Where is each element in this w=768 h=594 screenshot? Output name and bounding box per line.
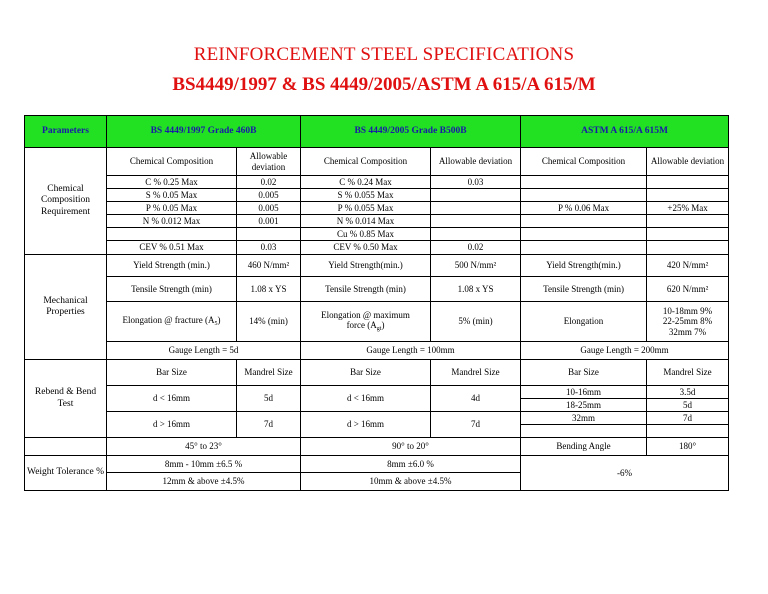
dev-subheader-1997: Allowable deviation — [237, 148, 301, 176]
cev-dev-2005: 0.02 — [431, 241, 521, 255]
chem-item-astm — [521, 215, 647, 228]
bend-angle-label-astm: Bending Angle — [521, 438, 647, 456]
chem-item-astm: P % 0.06 Max — [521, 202, 647, 215]
chem-row — [25, 189, 729, 202]
mandrel-astm: 7d — [647, 412, 729, 425]
bar-size-astm: 10-16mm — [521, 386, 647, 399]
weight-1997-b: 12mm & above ±4.5% — [107, 473, 301, 491]
elongation-subscript: gt — [376, 326, 382, 333]
tensile-value-2005: 1.08 x YS — [431, 277, 521, 302]
weight-1997-a: 8mm - 10mm ±6.5 % — [107, 456, 301, 473]
chem-dev-2005 — [431, 215, 521, 228]
tensile-label-1997: Tensile Strength (min) — [107, 277, 237, 302]
bar-size-header-2005: Bar Size — [301, 360, 431, 386]
chemical-subheader-row — [25, 148, 729, 176]
cev-row — [25, 241, 729, 255]
chem-item-astm — [521, 189, 647, 202]
chem-dev-1997 — [237, 228, 301, 241]
bar-size-header-astm: Bar Size — [521, 360, 647, 386]
elongation-astm-line: 10-18mm 9% — [662, 305, 713, 316]
tensile-value-1997: 1.08 x YS — [237, 277, 301, 302]
yield-value-1997: 460 N/mm² — [237, 255, 301, 277]
weight-2005-b: 10mm & above ±4.5% — [301, 473, 521, 491]
tensile-row — [25, 277, 729, 302]
chem-item-2005: Cu % 0.85 Max — [301, 228, 431, 241]
header-bs1997: BS 4449/1997 Grade 460B — [107, 116, 301, 148]
dev-subheader-astm: Allowable deviation — [647, 148, 729, 176]
weight-2005-a: 8mm ±6.0 % — [301, 456, 521, 473]
chem-item-1997: P % 0.05 Max — [107, 202, 237, 215]
header-bs2005: BS 4449/2005 Grade B500B — [301, 116, 521, 148]
elongation-row — [25, 302, 729, 342]
bar-size-1997: d < 16mm — [107, 386, 237, 412]
cev-dev-1997: 0.03 — [237, 241, 301, 255]
chem-dev-astm — [647, 215, 729, 228]
mandrel-2005: 7d — [431, 412, 521, 438]
chem-dev-2005: 0.03 — [431, 176, 521, 189]
yield-label-astm: Yield Strength(min.) — [521, 255, 647, 277]
elongation-value-2005: 5% (min) — [431, 302, 521, 342]
cev-1997: CEV % 0.51 Max — [107, 241, 237, 255]
yield-value-astm: 420 N/mm² — [647, 255, 729, 277]
bar-size-header-1997: Bar Size — [107, 360, 237, 386]
chem-subheader-astm: Chemical Composition — [521, 148, 647, 176]
tensile-label-2005: Tensile Strength (min) — [301, 277, 431, 302]
elongation-value-1997: 14% (min) — [237, 302, 301, 342]
mechanical-section-label: Mechanical Properties — [25, 255, 107, 360]
elongation-label-text: Elongation @ fracture (A — [122, 315, 215, 326]
bar-size-astm-empty — [521, 425, 647, 438]
mandrel-1997: 5d — [237, 386, 301, 412]
gauge-2005: Gauge Length = 100mm — [301, 342, 521, 360]
chem-dev-1997: 0.005 — [237, 202, 301, 215]
chem-item-2005: C % 0.24 Max — [301, 176, 431, 189]
dev-subheader-2005: Allowable deviation — [431, 148, 521, 176]
mandrel-header-1997: Mandrel Size — [237, 360, 301, 386]
chem-row — [25, 176, 729, 189]
bend-angle-section-blank — [25, 438, 107, 456]
elongation-label-line2: force (A — [346, 320, 377, 331]
chem-item-2005: N % 0.014 Max — [301, 215, 431, 228]
tensile-label-astm: Tensile Strength (min) — [521, 277, 647, 302]
elongation-subscript: 5 — [214, 321, 218, 328]
chem-dev-astm: +25% Max — [647, 202, 729, 215]
cev-astm — [521, 241, 647, 255]
mandrel-astm-empty — [647, 425, 729, 438]
mandrel-astm: 5d — [647, 399, 729, 412]
bar-size-2005: d < 16mm — [301, 386, 431, 412]
gauge-1997: Gauge Length = 5d — [107, 342, 301, 360]
elongation-label-2005: Elongation @ maximum force $(A_{gt})$ — [301, 302, 431, 342]
weight-row — [25, 456, 729, 473]
header-row — [25, 116, 729, 148]
chem-row — [25, 215, 729, 228]
yield-label-1997: Yield Strength (min.) — [107, 255, 237, 277]
yield-row — [25, 255, 729, 277]
bend-angle-row — [25, 438, 729, 456]
cev-dev-astm — [647, 241, 729, 255]
chem-row — [25, 228, 729, 241]
yield-value-2005: 500 N/mm² — [431, 255, 521, 277]
elongation-astm-line: 32mm 7% — [668, 326, 707, 337]
chem-item-2005: S % 0.055 Max — [301, 189, 431, 202]
chem-dev-2005 — [431, 189, 521, 202]
gauge-astm: Gauge Length = 200mm — [521, 342, 729, 360]
elongation-astm-line: 22-25mm 8% — [662, 316, 713, 327]
chem-item-1997 — [107, 228, 237, 241]
chem-item-1997: N % 0.012 Max — [107, 215, 237, 228]
bar-size-astm: 32mm — [521, 412, 647, 425]
chem-subheader-2005: Chemical Composition — [301, 148, 431, 176]
chem-item-1997: C % 0.25 Max — [107, 176, 237, 189]
cev-2005: CEV % 0.50 Max — [301, 241, 431, 255]
elongation-label-line1: Elongation @ maximum — [321, 309, 410, 320]
header-parameters: Parameters — [25, 116, 107, 148]
chem-dev-astm — [647, 189, 729, 202]
rebend-row — [25, 412, 729, 425]
chem-dev-1997: 0.005 — [237, 189, 301, 202]
bend-angle-2005: 90° to 20° — [301, 438, 521, 456]
chem-subheader-1997: Chemical Composition — [107, 148, 237, 176]
chemical-section-label: Chemical Composition Requirement — [25, 148, 107, 255]
elongation-label-1997: Elongation @ fracture $(A_5)$ — [107, 302, 237, 342]
bend-angle-1997: 45° to 23° — [107, 438, 301, 456]
chem-item-2005: P % 0.055 Max — [301, 202, 431, 215]
yield-label-2005: Yield Strength(min.) — [301, 255, 431, 277]
chem-dev-2005 — [431, 202, 521, 215]
bar-size-astm: 18-25mm — [521, 399, 647, 412]
chem-dev-2005 — [431, 228, 521, 241]
bend-angle-astm: 180° — [647, 438, 729, 456]
rebend-section-label: Rebend & Bend Test — [25, 360, 107, 438]
chem-dev-1997: 0.001 — [237, 215, 301, 228]
bar-size-1997: d > 16mm — [107, 412, 237, 438]
elongation-value-astm — [647, 302, 729, 342]
chem-dev-1997: 0.02 — [237, 176, 301, 189]
mandrel-header-astm: Mandrel Size — [647, 360, 729, 386]
chem-row — [25, 202, 729, 215]
chem-item-1997: S % 0.05 Max — [107, 189, 237, 202]
bar-size-2005: d > 16mm — [301, 412, 431, 438]
document-subtitle: BS4449/1997 & BS 4449/2005/ASTM A 615/A 615/M — [172, 74, 596, 95]
document-title: REINFORCEMENT STEEL SPECIFICATIONS — [193, 44, 575, 65]
mandrel-header-2005: Mandrel Size — [431, 360, 521, 386]
gauge-row — [25, 342, 729, 360]
mandrel-2005: 4d — [431, 386, 521, 412]
chem-dev-astm — [647, 228, 729, 241]
chem-item-astm — [521, 228, 647, 241]
chem-dev-astm — [647, 176, 729, 189]
mandrel-1997: 7d — [237, 412, 301, 438]
chem-item-astm — [521, 176, 647, 189]
rebend-subheader-row — [25, 360, 729, 386]
weight-section-label: Weight Tolerance % — [25, 456, 107, 491]
tensile-value-astm: 620 N/mm² — [647, 277, 729, 302]
elongation-label-astm: Elongation — [521, 302, 647, 342]
rebend-row — [25, 386, 729, 399]
mandrel-astm: 3.5d — [647, 386, 729, 399]
header-astm: ASTM A 615/A 615M — [521, 116, 729, 148]
specifications-table — [24, 115, 729, 491]
weight-astm: -6% — [521, 456, 729, 491]
